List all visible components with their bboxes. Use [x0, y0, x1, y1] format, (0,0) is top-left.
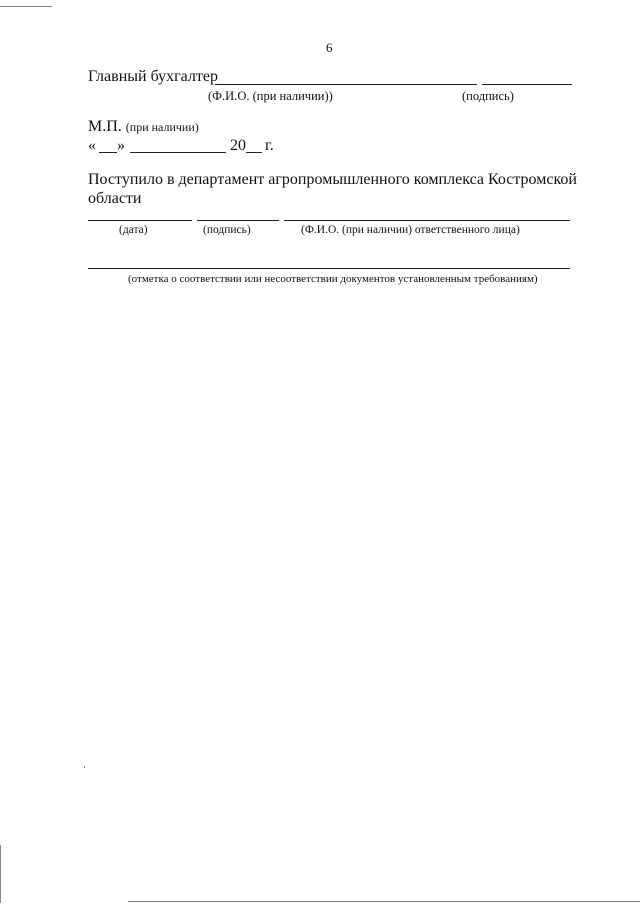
- date-year-line: [246, 152, 262, 153]
- chief-accountant-signature-caption: (подпись): [462, 89, 514, 103]
- received-date-line: [88, 220, 192, 221]
- stamp-line: [88, 118, 199, 136]
- received-text-line2: области: [88, 190, 142, 207]
- chief-accountant-fio-line: [215, 84, 477, 85]
- compliance-caption: (отметка о соответствии или несоответствии документов установленным требованиям): [128, 273, 538, 285]
- date-month-line: [130, 152, 226, 153]
- received-signature-line: [197, 220, 279, 221]
- date-year-prefix: 20: [230, 137, 246, 154]
- chief-accountant-fio-caption: (Ф.И.О. (при наличии)): [208, 89, 333, 103]
- received-date-caption: (дата): [119, 224, 148, 236]
- scan-artifact-dot: [84, 766, 85, 768]
- received-fio-line: [284, 220, 570, 221]
- stamp-label: М.П.: [88, 118, 122, 135]
- received-text-line1: Поступило в департамент агропромышленного комплекса Костромской: [88, 171, 577, 188]
- date-close-quote: »: [117, 137, 125, 154]
- scan-artifact-bottom: [128, 901, 640, 902]
- received-fio-caption: (Ф.И.О. (при наличии) ответственного лица): [301, 224, 520, 236]
- page-number: 6: [326, 40, 333, 55]
- date-open-quote: «: [88, 137, 96, 154]
- stamp-note: (при наличии): [125, 120, 199, 134]
- date-day-line: [99, 152, 117, 153]
- compliance-line: [88, 268, 570, 269]
- date-year-suffix: г.: [265, 137, 274, 154]
- scan-artifact-top-left: [0, 6, 52, 7]
- scan-artifact-left-edge: [0, 845, 1, 903]
- received-signature-caption: (подпись): [203, 224, 251, 236]
- chief-accountant-signature-line: [482, 84, 572, 85]
- chief-accountant-label: Главный бухгалтер: [88, 68, 218, 85]
